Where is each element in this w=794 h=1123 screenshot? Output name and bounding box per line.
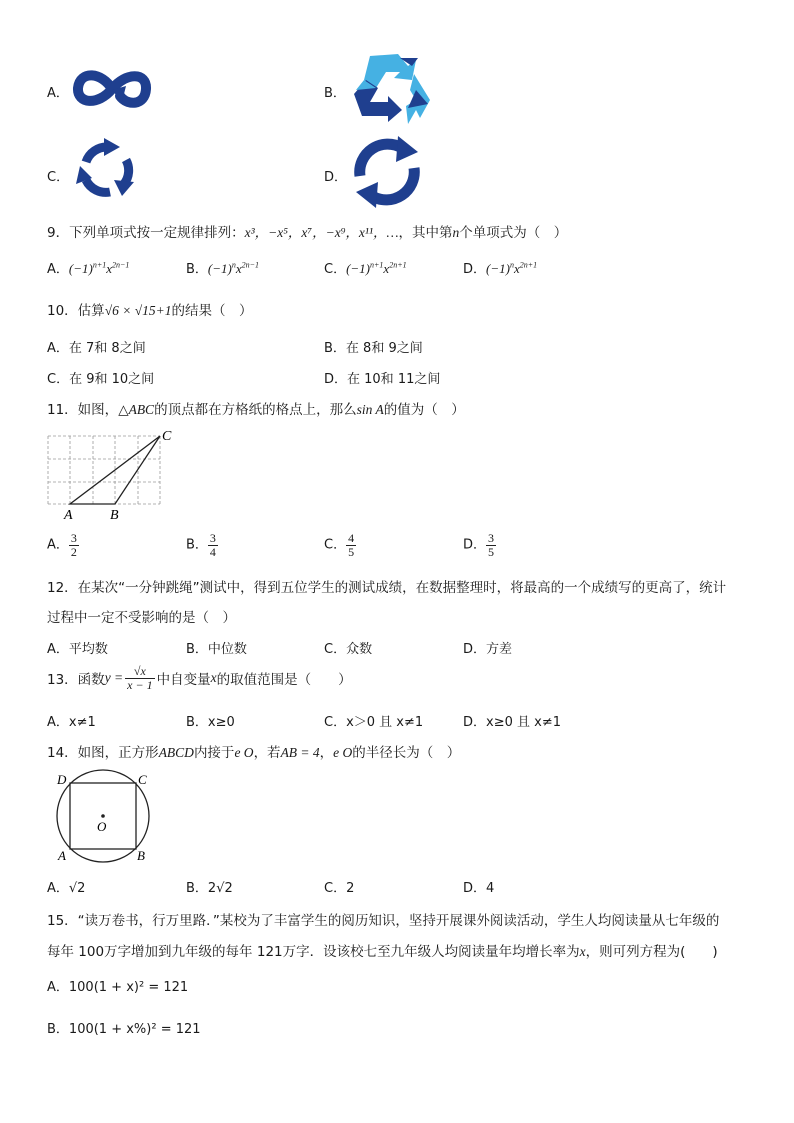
triangle-recycle-icon <box>350 50 434 126</box>
q11-option-d[interactable]: D． $\frac{3}{5}$ <box>463 531 495 559</box>
q13-option-b[interactable]: B．x≥0 <box>186 715 235 730</box>
q10-option-d[interactable]: D．在 10和 11之间 <box>324 372 441 387</box>
q12-stem-line2: 过程中一定不受影响的是（ ） <box>47 610 236 626</box>
q11-option-a[interactable]: A． $\frac{3}{2}$ <box>47 531 77 559</box>
q9-stem: 9．下列单项式按一定规律排列：x³，−x⁵，x⁷，−x⁹，x¹¹，…，其中第n个单项式为（ ） <box>47 225 568 241</box>
q11-option-c[interactable]: C． $\frac{4}{5}$ <box>324 531 355 559</box>
vertex-b-label: B <box>137 848 145 863</box>
q9-option-a[interactable]: A．$(-1)^{n+1}x^{2n-1}$ <box>47 260 130 277</box>
q12-option-b[interactable]: B．中位数 <box>186 642 247 657</box>
q9-option-b[interactable]: B．$(-1)^nx^{2n-1}$ <box>186 260 260 277</box>
q10-stem: 10．估算√6 × √15+1的结果（ ） <box>47 303 253 319</box>
q8-option-b-label: B． <box>324 86 346 101</box>
q15-option-a[interactable]: A．100(1 + x)² = 121 <box>47 980 189 995</box>
q13-option-a[interactable]: A．x≠1 <box>47 715 96 730</box>
grid-triangle-figure <box>44 426 184 522</box>
vertex-b-label: B <box>110 508 119 522</box>
q12-option-c[interactable]: C．众数 <box>324 642 373 657</box>
q10-option-c[interactable]: C．在 9和 10之间 <box>47 372 155 387</box>
vertex-c-label: C <box>138 772 147 787</box>
q13-option-d[interactable]: D．x≥0 且 x≠1 <box>463 715 561 730</box>
vertex-a-label: A <box>58 848 66 863</box>
q12-stem-line1: 12．在某次“一分钟跳绳”测试中，得到五位学生的测试成绩，在数据整理时，将最高的一个成绩写的更高了，统计 <box>47 580 727 596</box>
q10-option-b[interactable]: B．在 8和 9之间 <box>324 341 423 356</box>
circular-arrows-icon <box>72 138 142 200</box>
vertex-c-label: C <box>162 429 172 444</box>
q15-option-b[interactable]: B．100(1 + x%)² = 121 <box>47 1022 201 1037</box>
q8-option-c-label: C． <box>47 170 70 185</box>
vertex-d-label: D <box>57 772 67 787</box>
q14-option-b[interactable]: B．2√2 <box>186 881 233 896</box>
q10-option-a[interactable]: A．在 7和 8之间 <box>47 341 146 356</box>
q8-option-d-label: D． <box>324 170 348 185</box>
q11-stem: 11．如图，△ABC的顶点都在方格纸的格点上，那么sin A的值为（ ） <box>47 402 465 418</box>
inscribed-square-figure <box>48 768 158 864</box>
q13-stem: 13．函数y = $\frac{√x}{x - 1}$ 中自变量x的取值范围是（ ） <box>47 664 352 692</box>
q12-option-a[interactable]: A．平均数 <box>47 642 108 657</box>
vertex-a-label: A <box>64 508 73 522</box>
q15-stem-line2: 每年 100万字增加到九年级的每年 121万字．设该校七至九年级人均阅读量年均增长率为x，则可列方程为( ) <box>47 944 718 960</box>
q14-stem: 14．如图，正方形ABCD内接于e O，若AB = 4，e O的半径长为（ ） <box>47 745 461 761</box>
center-o-label: O <box>97 819 107 834</box>
q14-option-c[interactable]: C．2 <box>324 881 355 896</box>
infinity-recycle-icon <box>72 66 152 112</box>
q12-option-d[interactable]: D．方差 <box>463 642 513 657</box>
q11-option-b[interactable]: B． $\frac{3}{4}$ <box>186 531 216 559</box>
q9-option-c[interactable]: C．$(-1)^{n+1}x^{2n+1}$ <box>324 260 407 277</box>
q15-stem-line1: 15．“读万卷书，行万里路．”某校为了丰富学生的阅历知识，坚持开展课外阅读活动，学生人均阅读量从七年级的 <box>47 913 720 929</box>
q14-option-d[interactable]: D．4 <box>463 881 495 896</box>
q9-option-d[interactable]: D．$(-1)^nx^{2n+1}$ <box>463 260 538 277</box>
q14-option-a[interactable]: A．√2 <box>47 881 86 896</box>
q8-option-a-label: A． <box>47 86 69 101</box>
q13-option-c[interactable]: C．x＞0 且 x≠1 <box>324 715 424 730</box>
two-arrow-circle-icon <box>348 136 426 208</box>
